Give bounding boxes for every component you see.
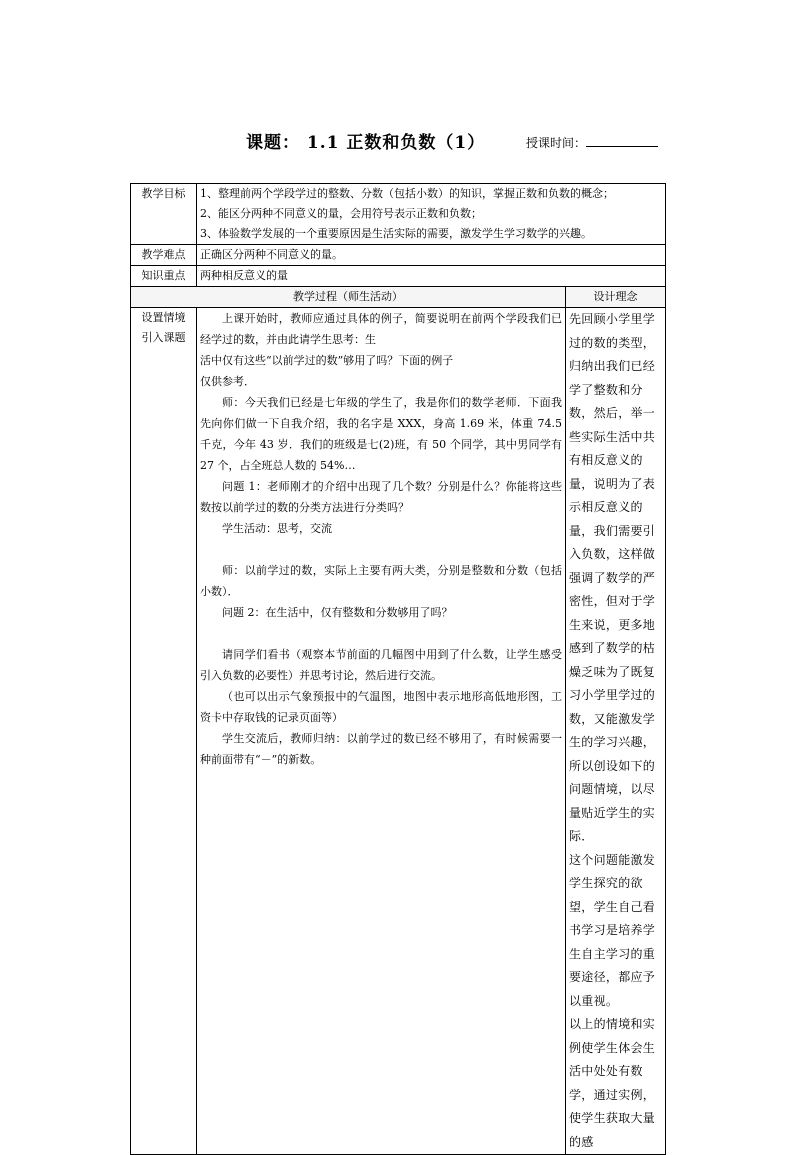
process-paragraph: 请同学们看书（观察本节前面的几幅图中用到了什么数，让学生感受引入负数的必要性）并思考讨论，然后进行交流。 — [200, 648, 562, 682]
process-paragraph: 学生交流后，教师归纳：以前学过的数已经不够用了，有时候需要一种前面带有“－”的新数。 — [200, 732, 562, 766]
goal-item-2: 2、能区分两种不同意义的量，会用符号表示正数和负数； — [200, 207, 482, 220]
title-row — [0, 128, 794, 158]
process-content — [197, 308, 566, 1155]
goal-item-1: 1、整理前两个学段学过的整数、分数（包括小数）的知识，掌握正数和负数的概念； — [200, 187, 614, 200]
page-title: 课题： 1.1 正数和负数（1） — [246, 133, 486, 153]
idea-header: 设计理念 — [566, 287, 666, 308]
section-label-line-2: 引入课题 — [141, 331, 186, 344]
process-paragraph: 学生活动：思考，交流 — [222, 522, 332, 535]
process-paragraph: 问题 2：在生活中，仅有整数和分数够用了吗？ — [222, 606, 453, 619]
section-row — [131, 308, 666, 1155]
lesson-plan-table — [130, 183, 666, 1155]
section-label — [131, 308, 197, 1155]
process-header: 教学过程（师生活动） — [131, 287, 566, 308]
idea-content — [566, 308, 666, 1155]
idea-paragraph: 先回顾小学里学过的数的类型，归纳出我们已经学了整数和分数，然后，举一些实际生活中共有相反意义的量，说明为了表示相反意义的量，我们需要引入负数，这样做强调了数学的严密性，但对于学生来说，更多地感到了数学的枯燥乏味为了既复习小学里学过的数，又能激发学生的学习兴趣，所以创设如下的问题情境，以尽量贴近学生的实际． — [569, 312, 656, 843]
process-paragraph: 师：今天我们已经是七年级的学生了，我是你们的数学老师．下面我先向你们做一下自我介绍，我的名字是 XXX，身高 1.69 米，体重 74.5 千克，今年 43 岁．我们的班级是七(2)班，有 50 个同学，其中男同学有 27 个，占全班总人数的 54%… — [200, 396, 562, 472]
key-point-row — [131, 266, 666, 287]
key-point-label: 知识重点 — [131, 266, 197, 287]
difficulty-content: 正确区分两种不同意义的量。 — [197, 245, 666, 266]
process-paragraph: 问题 1：老师刚才的介绍中出现了几个数？分别是什么？你能将这些数按以前学过的数的分类方法进行分类吗？ — [200, 480, 562, 514]
section-label-line-1: 设置情境 — [141, 311, 186, 324]
spacer — [200, 539, 562, 560]
process-header-row — [131, 287, 666, 308]
process-paragraph: （也可以出示气象预报中的气温图，地图中表示地形高低地形图，工资卡中存取钱的记录页面等） — [200, 690, 562, 724]
process-paragraph: 仅供参考． — [200, 375, 255, 388]
difficulty-label: 教学难点 — [131, 245, 197, 266]
process-paragraph: 活中仅有这些“以前学过的数”够用了吗？下面的例子 — [200, 354, 454, 367]
difficulty-row — [131, 245, 666, 266]
goals-content — [197, 184, 666, 245]
process-paragraph: 上课开始时，教师应通过具体的例子，简要说明在前两个学段我们已经学过的数，并由此请学生思考：生 — [200, 312, 562, 346]
key-point-content: 两种相反意义的量 — [197, 266, 666, 287]
teach-time-blank — [586, 146, 658, 147]
idea-paragraph: 以上的情境和实例使学生体会生活中处处有数学，通过实例，使学生获取大量的感 — [569, 1017, 656, 1149]
teach-time-label: 授课时间： — [526, 136, 587, 150]
idea-paragraph: 这个问题能激发学生探究的欲望，学生自己看书学习是培养学生自主学习的重要途径，都应予以重视。 — [569, 852, 656, 1008]
process-paragraph: 师：以前学过的数，实际上主要有两大类，分别是整数和分数（包括小数）． — [200, 564, 562, 598]
spacer — [200, 623, 562, 644]
goal-item-3: 3、体验数学发展的一个重要原因是生活实际的需要，激发学生学习数学的兴趣。 — [200, 227, 592, 240]
goals-label: 教学目标 — [131, 184, 197, 245]
goals-row — [131, 184, 666, 245]
